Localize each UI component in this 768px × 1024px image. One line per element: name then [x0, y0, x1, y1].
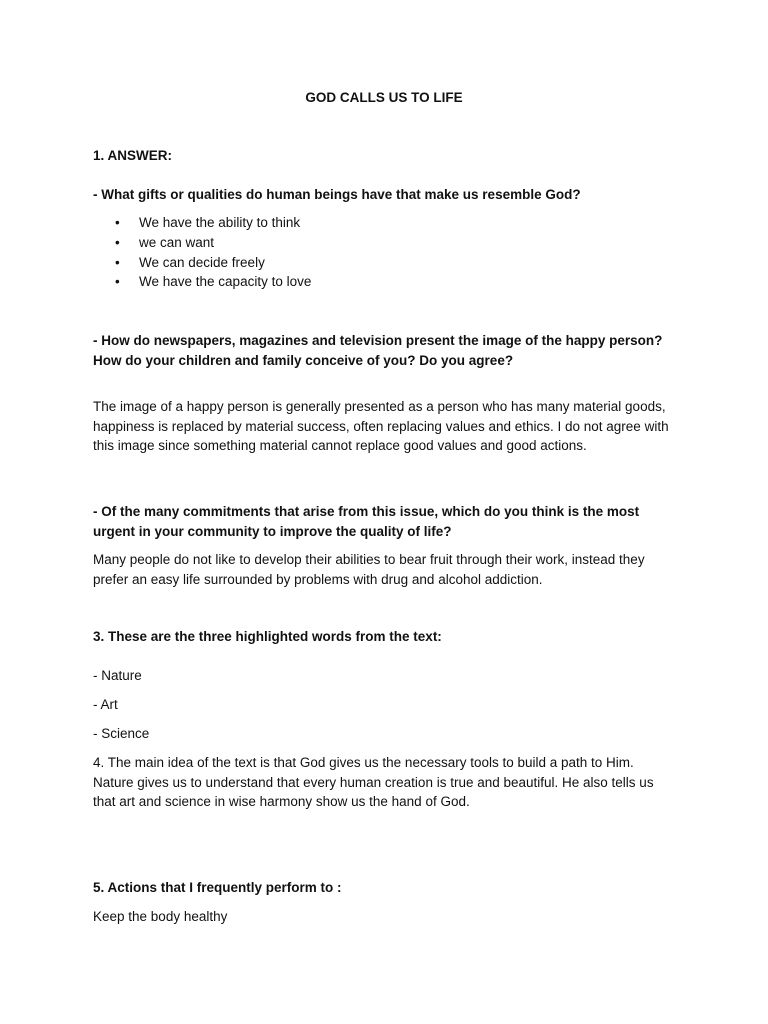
word-science: - Science — [93, 726, 150, 741]
word-art: - Art — [93, 697, 118, 712]
answer-happy-person: The image of a happy person is generally presented as a person who has many material goods, happiness is replaced by material success, often replacing values and ethics. I do not agree with this image since something material cannot replace good values and good actions. — [93, 399, 669, 453]
list-item: • We have the capacity to love — [112, 272, 311, 292]
section3-heading: 3. These are the three highlighted words from the text: — [93, 629, 442, 644]
section5-item: Keep the body healthy — [93, 909, 228, 924]
list-item: • we can want — [112, 233, 311, 253]
question-happy-person: - How do newspapers, magazines and television present the image of the happy person? How do your children and family conceive of you? Do you agree? — [93, 333, 663, 368]
answer-commitments: Many people do not like to develop their abilities to bear fruit through their work, instead they prefer an easy life surrounded by problems with drug and alcohol addiction. — [93, 552, 645, 587]
main-idea-text: 4. The main idea of the text is that God gives us the necessary tools to build a path to Him. Nature gives us to understand that every human creation is true and beautiful. He also tells us that art and science in wise harmony show us the hand of God. — [93, 755, 654, 809]
bullet-icon: • — [115, 254, 120, 270]
list-item: • We have the ability to think — [112, 213, 311, 233]
word-nature: - Nature — [93, 668, 142, 683]
question-commitments: - Of the many commitments that arise from this issue, which do you think is the most urgent in your community to improve the quality of life? — [93, 504, 640, 539]
gifts-list — [112, 213, 311, 292]
list-item: • We can decide freely — [112, 253, 311, 273]
bullet-icon: • — [115, 274, 120, 290]
section5-heading: 5. Actions that I frequently perform to : — [93, 880, 342, 895]
bullet-icon: • — [115, 215, 120, 230]
bullet-icon: • — [115, 234, 120, 250]
section1-heading: 1. ANSWER: — [93, 148, 173, 163]
document-title: GOD CALLS US TO LIFE — [305, 90, 463, 105]
question-gifts: - What gifts or qualities do human beings have that make us resemble God? — [93, 187, 581, 202]
